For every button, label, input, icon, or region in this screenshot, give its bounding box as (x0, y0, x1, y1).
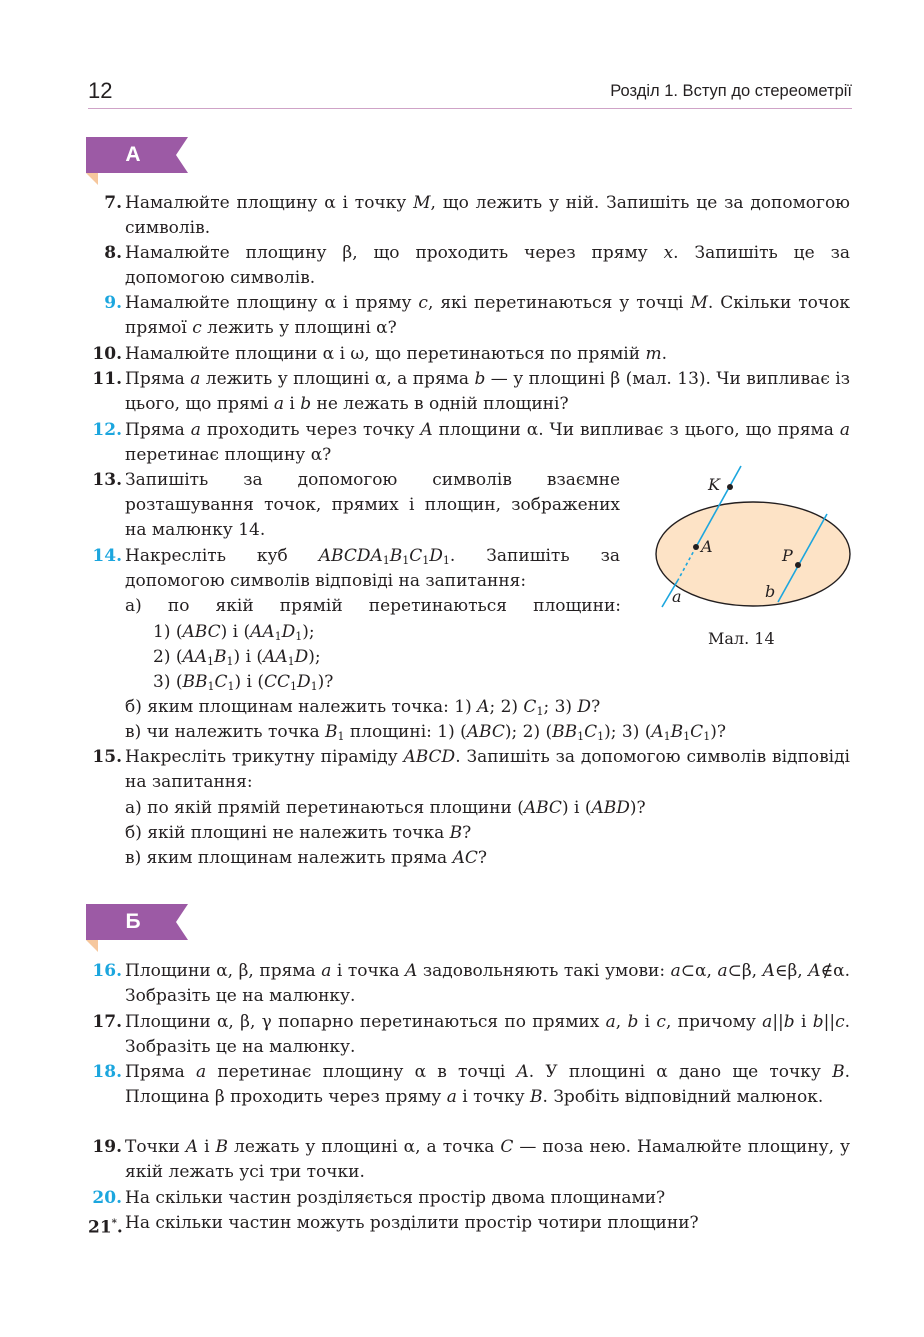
task-number: 19. (92, 1137, 122, 1157)
task-14-part-a: а) по якій прямій перетинаються площини: (125, 596, 621, 616)
section-tag-b (86, 904, 188, 940)
task-15 (88, 745, 850, 795)
task-text: На скільки частин можуть розділити простір чотири площини? (125, 1213, 699, 1233)
figure-caption: Мал. 14 (708, 629, 775, 648)
task-9 (88, 291, 850, 341)
task-number: 15. (92, 747, 122, 767)
task-14-part-a2: 2) $(AA_1B_1)$ і $(AA_1D)$; (153, 647, 321, 668)
task-number: 16. (92, 961, 122, 981)
label-a-line: a (672, 587, 682, 606)
point-p (795, 562, 801, 568)
task-text: Пряма a перетинає площину α в точці A. У площині α дано ще точку B. Площина β проходить через пряму a і точку B. Зробіть відповідний малюнок. (125, 1062, 850, 1108)
task-21 (88, 1211, 850, 1236)
figure-14 (650, 462, 860, 652)
task-14 (88, 544, 620, 594)
plane-ellipse (656, 502, 850, 606)
figure-14-drawing (650, 462, 860, 652)
section-tag-label: Б (125, 910, 141, 933)
task-number: 17. (92, 1012, 122, 1032)
task-text: Запишіть за допомогою символів взаємне розташування точок, прямих і площин, зображених на малюнку 14. (125, 470, 620, 541)
task-text: Пряма a лежить у площині α, а пряма b — у площині β (мал. 13). Чи випливає із цього, що прямі a і b не лежать в одній площині? (125, 369, 850, 415)
task-14-part-a3: 3) $(BB_1C_1)$ і $(CC_1D_1)$? (153, 672, 334, 693)
task-16 (88, 959, 850, 1009)
point-k (727, 484, 733, 490)
task-11 (88, 367, 850, 417)
task-number: 13. (92, 470, 122, 490)
task-text: Намалюйте площину α і точку M, що лежить у ній. Запишіть це за допомогою символів. (125, 193, 850, 239)
task-14-part-b: б) яким площинам належить точка: 1) A; 2) $C_1$; 3) D? (125, 697, 601, 718)
point-a (693, 544, 699, 550)
task-text: Площини α, β, пряма a і точка A задовольняють такі умови: a⊂α, a⊂β, A∈β, A∉α. Зобразіть це на малюнку. (125, 961, 850, 1007)
task-19 (88, 1135, 850, 1185)
task-number: 21*. (88, 1217, 123, 1238)
task-15-part-c: в) яким площинам належить пряма AC? (125, 848, 487, 868)
task-text: Площини α, β, γ попарно перетинаються по прямих a, b і c, причому a||b і b||c. Зобразіть це на малюнку. (125, 1012, 850, 1058)
task-10 (88, 342, 850, 367)
task-number: 14. (92, 546, 122, 566)
task-15-part-a: а) по якій прямій перетинаються площини (ABC) і (ABD)? (125, 798, 646, 818)
task-15-part-b: б) якій площині не належить точка B? (125, 823, 472, 843)
task-7 (88, 191, 850, 241)
task-text: Точки A і B лежать у площині α, а точка C — поза нею. Намалюйте площину, у якій лежать усі три точки. (125, 1137, 850, 1183)
task-17 (88, 1010, 850, 1060)
task-number: 20. (92, 1188, 122, 1208)
task-number: 7. (104, 193, 122, 213)
task-text: Пряма a проходить через точку A площини α. Чи випливає з цього, що пряма a перетинає площину α? (125, 420, 850, 466)
task-text: Накресліть куб $ABCDA_1B_1C_1D_1$. Запишіть за допомогою символів відповіді на запитання: (125, 546, 620, 592)
task-number: 10. (92, 344, 122, 364)
label-p: P (782, 546, 793, 565)
task-18 (88, 1060, 850, 1110)
section-tag-a (86, 137, 188, 173)
label-a-point: A (701, 537, 713, 556)
task-8 (88, 241, 850, 291)
task-text: Намалюйте площини α і ω, що перетинаються по прямій m. (125, 344, 667, 364)
label-b-line: b (765, 582, 776, 601)
label-k: K (708, 475, 720, 494)
task-20 (88, 1186, 850, 1211)
task-14-part-a1: 1) (ABC) і $(AA_1D_1)$; (153, 622, 315, 643)
task-text: Намалюйте площину α і пряму c, які перетинаються у точці M. Скільки точок прямої c лежить у площині α? (125, 293, 850, 339)
task-number: 18. (92, 1062, 122, 1082)
task-14-part-c: в) чи належить точка $B_1$ площині: 1) (ABC); 2) $(BB_1C_1)$; 3) $(A_1B_1C_1)$? (125, 722, 726, 743)
task-number: 8. (104, 243, 122, 263)
page-header (88, 78, 852, 109)
section-tag-label: А (125, 143, 141, 166)
task-12 (88, 418, 850, 468)
task-text: На скільки частин розділяється простір двома площинами? (125, 1188, 666, 1208)
task-number: 11. (92, 369, 122, 389)
task-text: Накресліть трикутну піраміду ABCD. Запишіть за допомогою символів відповіді на запитання: (125, 747, 850, 793)
task-number: 9. (104, 293, 122, 313)
task-number: 12. (92, 420, 122, 440)
running-title: Розділ 1. Вступ до стереометрії (610, 82, 852, 100)
task-text: Намалюйте площину β, що проходить через пряму x. Запишіть це за допомогою символів. (125, 243, 850, 289)
task-13 (88, 468, 620, 544)
page-number: 12 (88, 78, 113, 103)
